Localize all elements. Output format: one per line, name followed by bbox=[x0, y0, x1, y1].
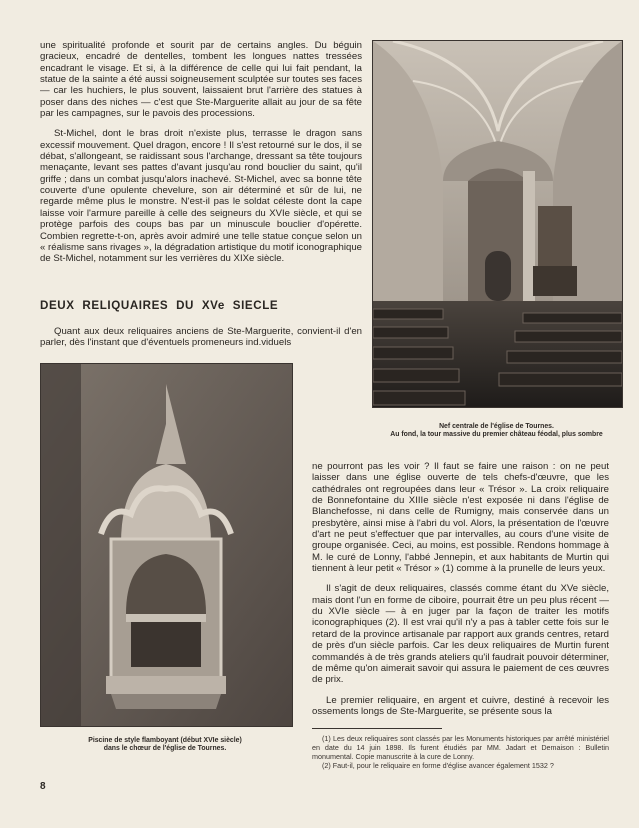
church-nave-illustration bbox=[373, 41, 622, 407]
paragraph-statue-sainte: une spiritualité profonde et sourit par de certains angles. Du béguin gracieux, encadré de dentelles, tombent les longues nattes tressées encadrant le visage. Et si, à la différence de celle qui lui fait pendant, la statue de la sainte a été aussi soigneusement sculptée sur toutes ses faces — car les huchiers, le plus souvent, laissaient brut l'arrière des statues à poser dans des niches — c'est que Ste-Marguerite allait au jour de sa fête par les campagnes, sur le pavois des processions. bbox=[40, 40, 362, 120]
paragraph-tresor: ne pourront pas les voir ? Il faut se faire une raison : on ne peut laisser dans une église ouverte de tels chefs-d'œuvre, que les cathédrales ont regroupées dans leur « Trésor ». La croix reliquaire de Bonnefontaine du XIIIe siècle n'est exposée ni dans l'église de Blanchefosse, ni dans celle de Rumigny, mais conservée dans un presbytère, ainsi mise à l'abri du vol. Alors, la présentation de l'œuvre d'art ne peut s'effectuer que par intervalles, au cours d'une visite de groupe organisée. Ceci, au moins, est possible. Rendons hommage à M. le curé de Lonny, l'abbé Jennepin, et aux habitants de Murtin qui tiennent à leur petit « Trésor » (1) comme à la prunelle de leurs yeux. bbox=[312, 461, 609, 575]
caption-line: Piscine de style flamboyant (début XVIe siècle) bbox=[88, 737, 242, 744]
paragraph-premier-reliquaire: Le premier reliquaire, en argent et cuivre, destiné à recevoir les ossements longs de Ste-Marguerite, se présente sous la bbox=[312, 694, 609, 717]
photo-flamboyant-piscine bbox=[40, 363, 293, 727]
caption-line: Nef centrale de l'église de Tournes. bbox=[439, 423, 554, 430]
caption-line: dans le chœur de l'église de Tournes. bbox=[103, 745, 227, 753]
page-number: 8 bbox=[40, 781, 46, 792]
piscine-illustration bbox=[41, 364, 292, 726]
footnote-divider bbox=[312, 728, 442, 729]
caption-line: Au fond, la tour massive du premier château féodal, plus sombre bbox=[390, 431, 603, 439]
paragraph-reliquaires-intro: Quant aux deux reliquaires anciens de Ste-Marguerite, convient-il d'en parler, dès l'instant que d'éventuels promeneurs ind.viduels bbox=[40, 326, 362, 349]
left-text-column-continued bbox=[40, 326, 362, 349]
footnote-2: (2) Faut-il, pour le reliquaire en forme d'église avancer également 1532 ? bbox=[322, 761, 554, 770]
footnotes bbox=[312, 734, 609, 770]
caption-piscine bbox=[40, 737, 290, 754]
footnote-1: (1) Les deux reliquaires sont classés par les Monuments historiques par arrêté ministériel en date du 14 juin 1898. Ils furent étudiés par MM. Jadart et Demaison : Bulletin monumental. Copie manuscrite à la cure de Lonny. bbox=[312, 734, 609, 761]
right-text-column bbox=[312, 461, 609, 717]
section-heading: DEUX RELIQUAIRES DU XVe SIECLE bbox=[40, 299, 279, 312]
caption-church-nave bbox=[364, 423, 629, 440]
paragraph-deux-reliquaires: Il s'agit de deux reliquaires, classés comme étant du XVe siècle, mais dont l'un en forme de ciboire, pourrait être un peu plus récent — du XVIe siècle — à en juger par la façon de traiter les motifs iconographiques (2). Il est vrai qu'il n'y a pas à tabler cette fois sur le retard de la province artisanale par rapport aux grands centres, retard de près d'un siècle parfois. Car les deux reliquaires de Murtin furent commandés à de très grands ateliers qu'il faudrait pouvoir déterminer, de même qu'on aimerait savoir qui assura le paiement de ces œuvres de prix. bbox=[312, 583, 609, 686]
left-text-column bbox=[40, 40, 362, 265]
paragraph-st-michel: St-Michel, dont le bras droit n'existe plus, terrasse le dragon sans excessif mouvement. Quel dragon, encore ! Il s'est retourné sur le dos, il se débat, s'allongeant, se raidissant sous l'archange, dressant sa tête toujours menaçante, levant ses pattes d'avant jusqu'au rond bouclier du saint, qu'il griffe ; dans un combat jusqu'alors inachevé. St-Michel, avec sa bonne tête couverte d'une opulente chevelure, son air déterminé et sûr de lui, ne regarde même plus le monstre. N'est-il pas le soldat céleste dont la cape laisse voir l'armure pareille à celle des seigneurs du XVIe siècle, et qui se protège parfois des coups bas par un minuscule bouclier d'opérette. Combien regrette-t-on, après avoir admiré une telle statue conçue selon un « réalisme sans rivages », la dégradation artistique du motif iconographique de St-Michel, notamment sur les verrières du XIXe siècle. bbox=[40, 128, 362, 265]
photo-church-nave bbox=[372, 40, 623, 408]
